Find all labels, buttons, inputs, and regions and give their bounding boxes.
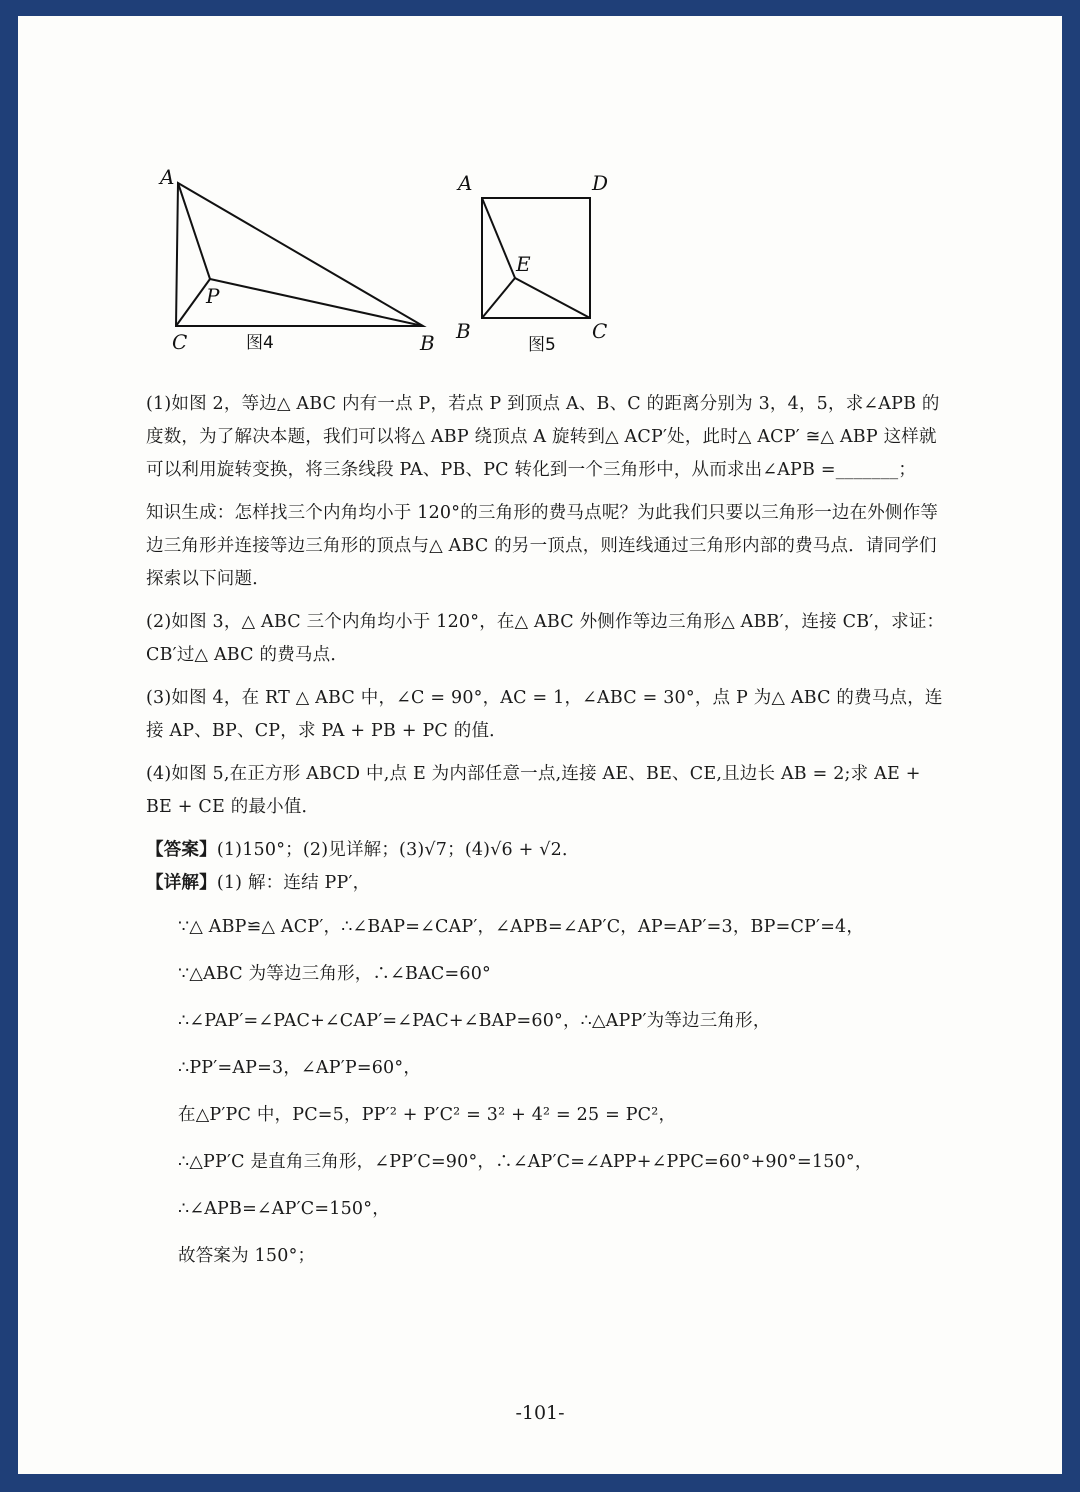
label-a: A [160, 165, 175, 189]
solution-step: ∴△PP′C 是直角三角形，∠PP′C=90°，∴∠AP′C=∠APP+∠PPC=60°+90°=150°， [178, 1152, 873, 1172]
solution-steps [146, 904, 946, 1280]
knowledge-paragraph: 知识生成：怎样找三个内角均小于 120°的三角形的费马点呢？为此我们只要以三角形一边在外侧作等边三角形并连接等边三角形的顶点与△ ABC 的另一顶点，则连线通过三角形内部的费马点．请同学们探索以下问题． [146, 503, 939, 589]
label-p: P [206, 284, 220, 308]
label-a: A [458, 171, 473, 195]
solution-step: ∴∠APB=∠AP′C=150°， [178, 1199, 390, 1219]
label-c: C [172, 330, 188, 354]
solution-step: ∴∠PAP′=∠PAC+∠CAP′=∠PAC+∠BAP=60°，∴△APP′为等边三角形， [178, 1011, 771, 1031]
question-4: (4)如图 5,在正方形 ABCD 中,点 E 为内部任意一点,连接 AE、BE、CE,且边长 AB = 2;求 AE + BE + CE 的最小值． [146, 764, 921, 817]
figure-4-caption: 图4 [246, 333, 274, 353]
solution-step: ∴PP′=AP=3，∠AP′P=60°， [178, 1058, 422, 1078]
answer-text: (1)150°；(2)见详解；(3)√7；(4)√6 + √2． [216, 840, 580, 860]
problem-text [146, 388, 946, 1280]
figure-5 [448, 166, 648, 366]
label-b: B [420, 331, 435, 355]
detail-intro: (1) 解：连结 PP′， [216, 873, 371, 893]
document-page [18, 16, 1062, 1474]
question-1: (1)如图 2，等边△ ABC 内有一点 P，若点 P 到顶点 A、B、C 的距离分别为 3，4，5，求∠APB 的度数，为了解决本题，我们可以将△ ABP 绕顶点 A 旋转到△ ACP′处，此时△ ACP′ ≅△ ABP 这样就可以利用旋转变换，将三条线段 PA、PB、PC 转化到一个三角形中，从而求出∠APB =_______； [146, 394, 940, 480]
detail-line [146, 867, 946, 900]
label-d: D [592, 171, 609, 195]
solution-step: ∵△ ABP≌△ ACP′，∴∠BAP=∠CAP′，∠APB=∠AP′C，AP=AP′=3，BP=CP′=4， [178, 917, 865, 937]
figure-5-caption: 图5 [528, 335, 556, 355]
label-e: E [516, 252, 531, 276]
answer-line [146, 834, 946, 867]
figure-4-diagram [158, 166, 448, 356]
solution-step: 在△P′PC 中，PC=5，PP′² + P′C² = 3² + 4² = 25 = PC²， [178, 1105, 677, 1125]
solution-step: ∵△ABC 为等边三角形，∴∠BAC=60° [178, 964, 491, 984]
question-2: (2)如图 3，△ ABC 三个内角均小于 120°，在△ ABC 外侧作等边三角形△ ABB′，连接 CB′，求证：CB′过△ ABC 的费马点． [146, 612, 945, 665]
page-number: -101- [515, 1402, 565, 1424]
label-b: B [456, 319, 471, 343]
solution-step: 故答案为 150°； [178, 1246, 316, 1266]
detail-label: 【详解】 [146, 873, 217, 893]
figure-5-diagram [448, 166, 648, 366]
label-c: C [592, 319, 608, 343]
figure-4 [158, 166, 448, 356]
question-3: (3)如图 4，在 RT △ ABC 中，∠C = 90°，AC = 1，∠ABC = 30°，点 P 为△ ABC 的费马点，连接 AP、BP、CP，求 PA + PB + PC 的值． [146, 688, 943, 741]
answer-label: 【答案】 [146, 840, 217, 860]
